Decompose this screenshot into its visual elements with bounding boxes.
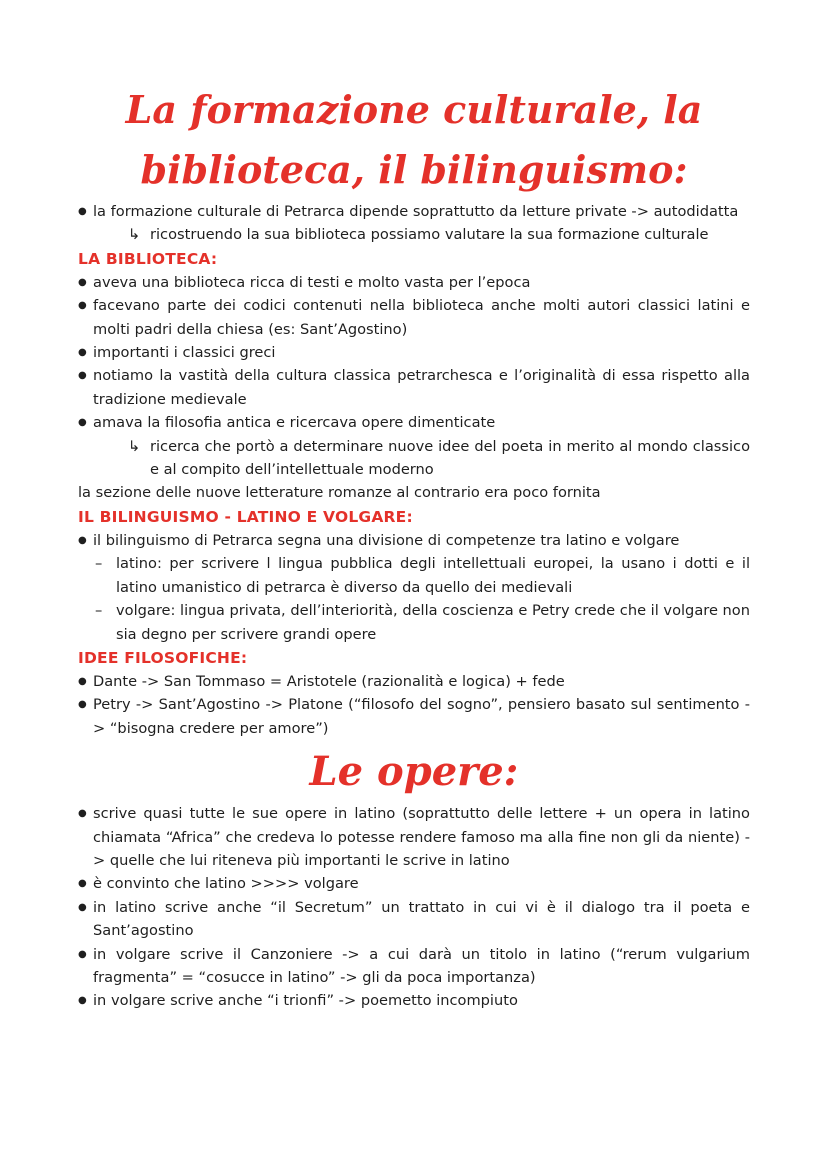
list-subitem: – latino: per scrivere l lingua pubblica degli intellettuali europei, la usano i dotti e il latino umanistico di petrarca è diverso da quello dei medievali bbox=[78, 552, 750, 599]
intro-bullet: ● la formazione culturale di Petrarca dipende soprattutto da letture private -> autodidatta bbox=[78, 200, 750, 223]
list-subpoint: ↳ ricerca che portò a determinare nuove idee del poeta in merito al mondo classico e al compito dell’intellettuale moderno bbox=[78, 435, 750, 482]
list-item: ● facevano parte dei codici contenuti nella biblioteca anche molti autori classici latini e molti padri della chiesa (es: Sant’Agostino) bbox=[78, 294, 750, 341]
list-item: ● il bilinguismo di Petrarca segna una divisione di competenze tra latino e volgare bbox=[78, 529, 750, 552]
list-item: ● Dante -> San Tommaso = Aristotele (razionalità e logica) + fede bbox=[78, 670, 750, 693]
list-item: ● in volgare scrive anche “i trionfi” -> poemetto incompiuto bbox=[78, 989, 750, 1012]
list-note: la sezione delle nuove letterature romanze al contrario era poco fornita bbox=[78, 484, 601, 502]
list-item: ● è convinto che latino >>>> volgare bbox=[78, 872, 750, 895]
section-biblioteca bbox=[78, 247, 750, 505]
list-item: ● importanti i classici greci bbox=[78, 341, 750, 364]
list-item: ● Petry -> Sant’Agostino -> Platone (“filosofo del sogno”, pensiero basato sul sentimento -> “bisogna credere per amore”) bbox=[78, 693, 750, 740]
main-heading: La formazione culturale, la biblioteca, il bilinguismo: bbox=[125, 87, 703, 192]
list-item: ● scrive quasi tutte le sue opere in latino (soprattutto delle lettere + un opera in latino chiamata “Africa” che credeva lo potesse rendere famoso ma alla fine non gli da niente) -> quelle che lui riteneva più importanti le scrive in latino bbox=[78, 802, 750, 872]
section-title-idee: IDEE FILOSOFICHE: bbox=[78, 648, 248, 667]
section-bilinguismo bbox=[78, 505, 750, 646]
intro-subpoint: ↳ ricostruendo la sua biblioteca possiamo valutare la sua formazione culturale bbox=[78, 223, 750, 246]
list-item: ● in volgare scrive il Canzoniere -> a cui darà un titolo in latino (“rerum vulgarium fragmenta” = “cosucce in latino” -> gli da poca importanza) bbox=[78, 943, 750, 990]
list-item: ● in latino scrive anche “il Secretum” un trattato in cui vi è il dialogo tra il poeta e Sant’agostino bbox=[78, 896, 750, 943]
list-item: ● notiamo la vastità della cultura classica petrarchesca e l’originalità di essa rispetto alla tradizione medievale bbox=[78, 364, 750, 411]
intro-list bbox=[78, 200, 750, 247]
list-subitem: – volgare: lingua privata, dell’interiorità, della coscienza e Petry crede che il volgare non sia degno per scrivere grandi opere bbox=[78, 599, 750, 646]
section-opere bbox=[78, 802, 750, 1013]
section-title-biblioteca: LA BIBLIOTECA: bbox=[78, 249, 218, 268]
secondary-heading: Le opere: bbox=[309, 748, 519, 796]
list-item: ● amava la filosofia antica e ricercava opere dimenticate bbox=[78, 411, 750, 434]
section-title-bilinguismo: IL BILINGUISMO - LATINO E VOLGARE: bbox=[78, 507, 413, 526]
list-item: ● aveva una biblioteca ricca di testi e molto vasta per l’epoca bbox=[78, 271, 750, 294]
section-idee bbox=[78, 646, 750, 740]
